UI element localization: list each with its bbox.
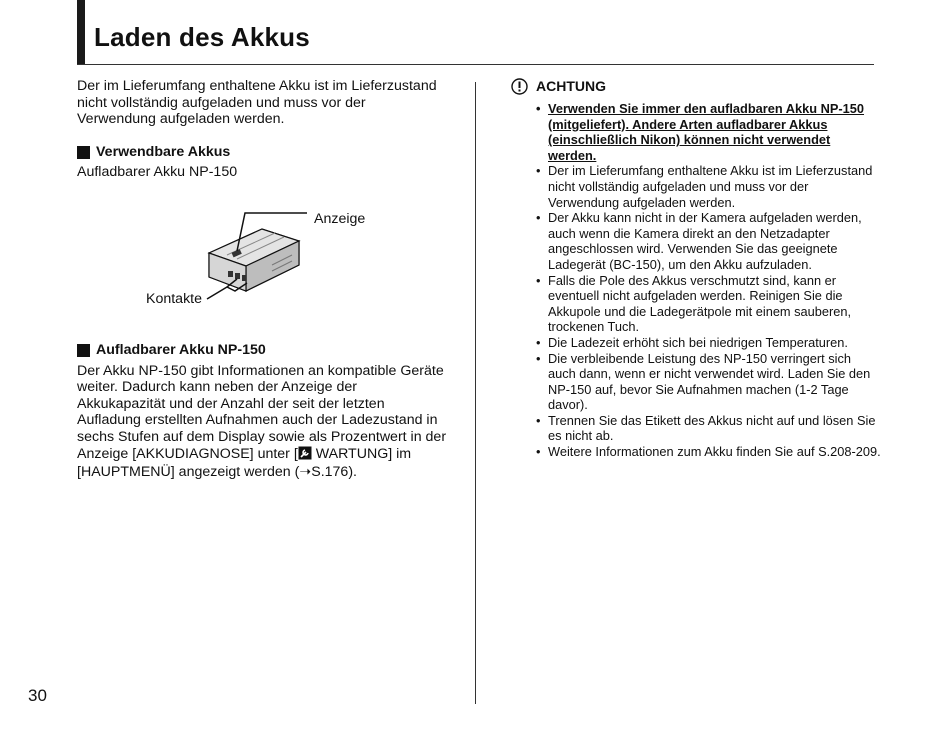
section-heading-usable-batteries xyxy=(77,144,447,161)
section2-text-part2: WARTUNG] im [HAUPTMENÜ] angezeigt werden ( xyxy=(77,445,412,481)
wrench-setup-icon xyxy=(298,446,312,465)
caution-item: • Der im Lieferumfang enthaltene Akku ist im Lieferzustand nicht vollständig aufgeladen und muss vor der Verwendung aufgeladen werden. xyxy=(511,163,881,210)
caution-heading: ACHTUNG xyxy=(536,77,606,94)
intro-paragraph: Der im Lieferumfang enthaltene Akku ist im Lieferzustand nicht vollständig aufgeladen und muss vor der Verwendung aufgeladen werden. xyxy=(77,78,437,128)
square-bullet-icon xyxy=(77,146,90,159)
section2-heading: Aufladbarer Akku NP-150 xyxy=(96,341,266,358)
contacts-label: Kontakte xyxy=(146,290,203,307)
section1-text: Aufladbarer Akku NP-150 xyxy=(77,164,238,181)
indicator-label: Anzeige xyxy=(314,210,366,227)
title-accent-bar xyxy=(77,0,85,64)
caution-item: • Verwenden Sie immer den aufladbaren Akku NP-150 (mitgeliefert). Andere Arten aufladbarer Akkus (einschließlich Nikon) können nicht verwendet werden. xyxy=(511,101,881,163)
page-reference-arrow-icon: ➝ xyxy=(299,464,312,481)
section2-text xyxy=(77,363,447,481)
caution-item: • Die verbleibende Leistung des NP-150 verringert sich auch dann, wenn er nicht verwendet wird. Laden Sie den NP-150 auf, bevor Sie Aufnahmen machen (1-2 Tage davor). xyxy=(511,351,881,413)
caution-item: • Der Akku kann nicht in der Kamera aufgeladen werden, auch wenn die Kamera direkt an den Netzadapter angeschlossen wird. Verwenden Sie das geeignete Ladegerät (BC-150), um den Akku aufzuladen. xyxy=(511,210,881,272)
battery-figure xyxy=(77,183,447,328)
caution-item: • Die Ladezeit erhöht sich bei niedrigen Temperaturen. xyxy=(511,335,881,351)
title-rule xyxy=(77,64,874,65)
section1-heading: Verwendbare Akkus xyxy=(96,143,231,160)
battery-illustration-icon xyxy=(77,183,377,328)
caution-item: • Weitere Informationen zum Akku finden Sie auf S.208-209. xyxy=(511,444,881,460)
left-column xyxy=(77,78,447,481)
caution-item: • Falls die Pole des Akkus verschmutzt sind, kann er eventuell nicht aufgeladen werden. Reinigen Sie die Akkupole und die Ladegerätpole mit einem sauberen, trockenen Tuch. xyxy=(511,273,881,335)
section2-text-part1: Der Akku NP-150 gibt Informationen an kompatible Geräte weiter. Dadurch kann neben der Anzeige der Akkukapazität und der Anzahl der seit der letzten Aufladung erstellten Aufnahmen auch der Ladezustand in sechs Stufen auf dem Display sowie als Prozentwert in der Anzeige [AKKUDIAGNOSE] unter [ xyxy=(77,362,447,462)
page-number: 30 xyxy=(28,686,47,705)
section-heading-np150 xyxy=(77,342,447,359)
caution-header xyxy=(511,78,881,95)
square-bullet-icon xyxy=(77,344,90,357)
section2-text-part3: S.176). xyxy=(311,464,357,481)
caution-item: • Trennen Sie das Etikett des Akkus nicht auf und lösen Sie es nicht ab. xyxy=(511,413,881,444)
caution-exclamation-icon xyxy=(511,78,528,95)
page-title: Laden des Akkus xyxy=(94,22,310,52)
caution-list xyxy=(511,101,881,460)
caution-box xyxy=(511,78,881,460)
column-divider xyxy=(475,82,476,704)
